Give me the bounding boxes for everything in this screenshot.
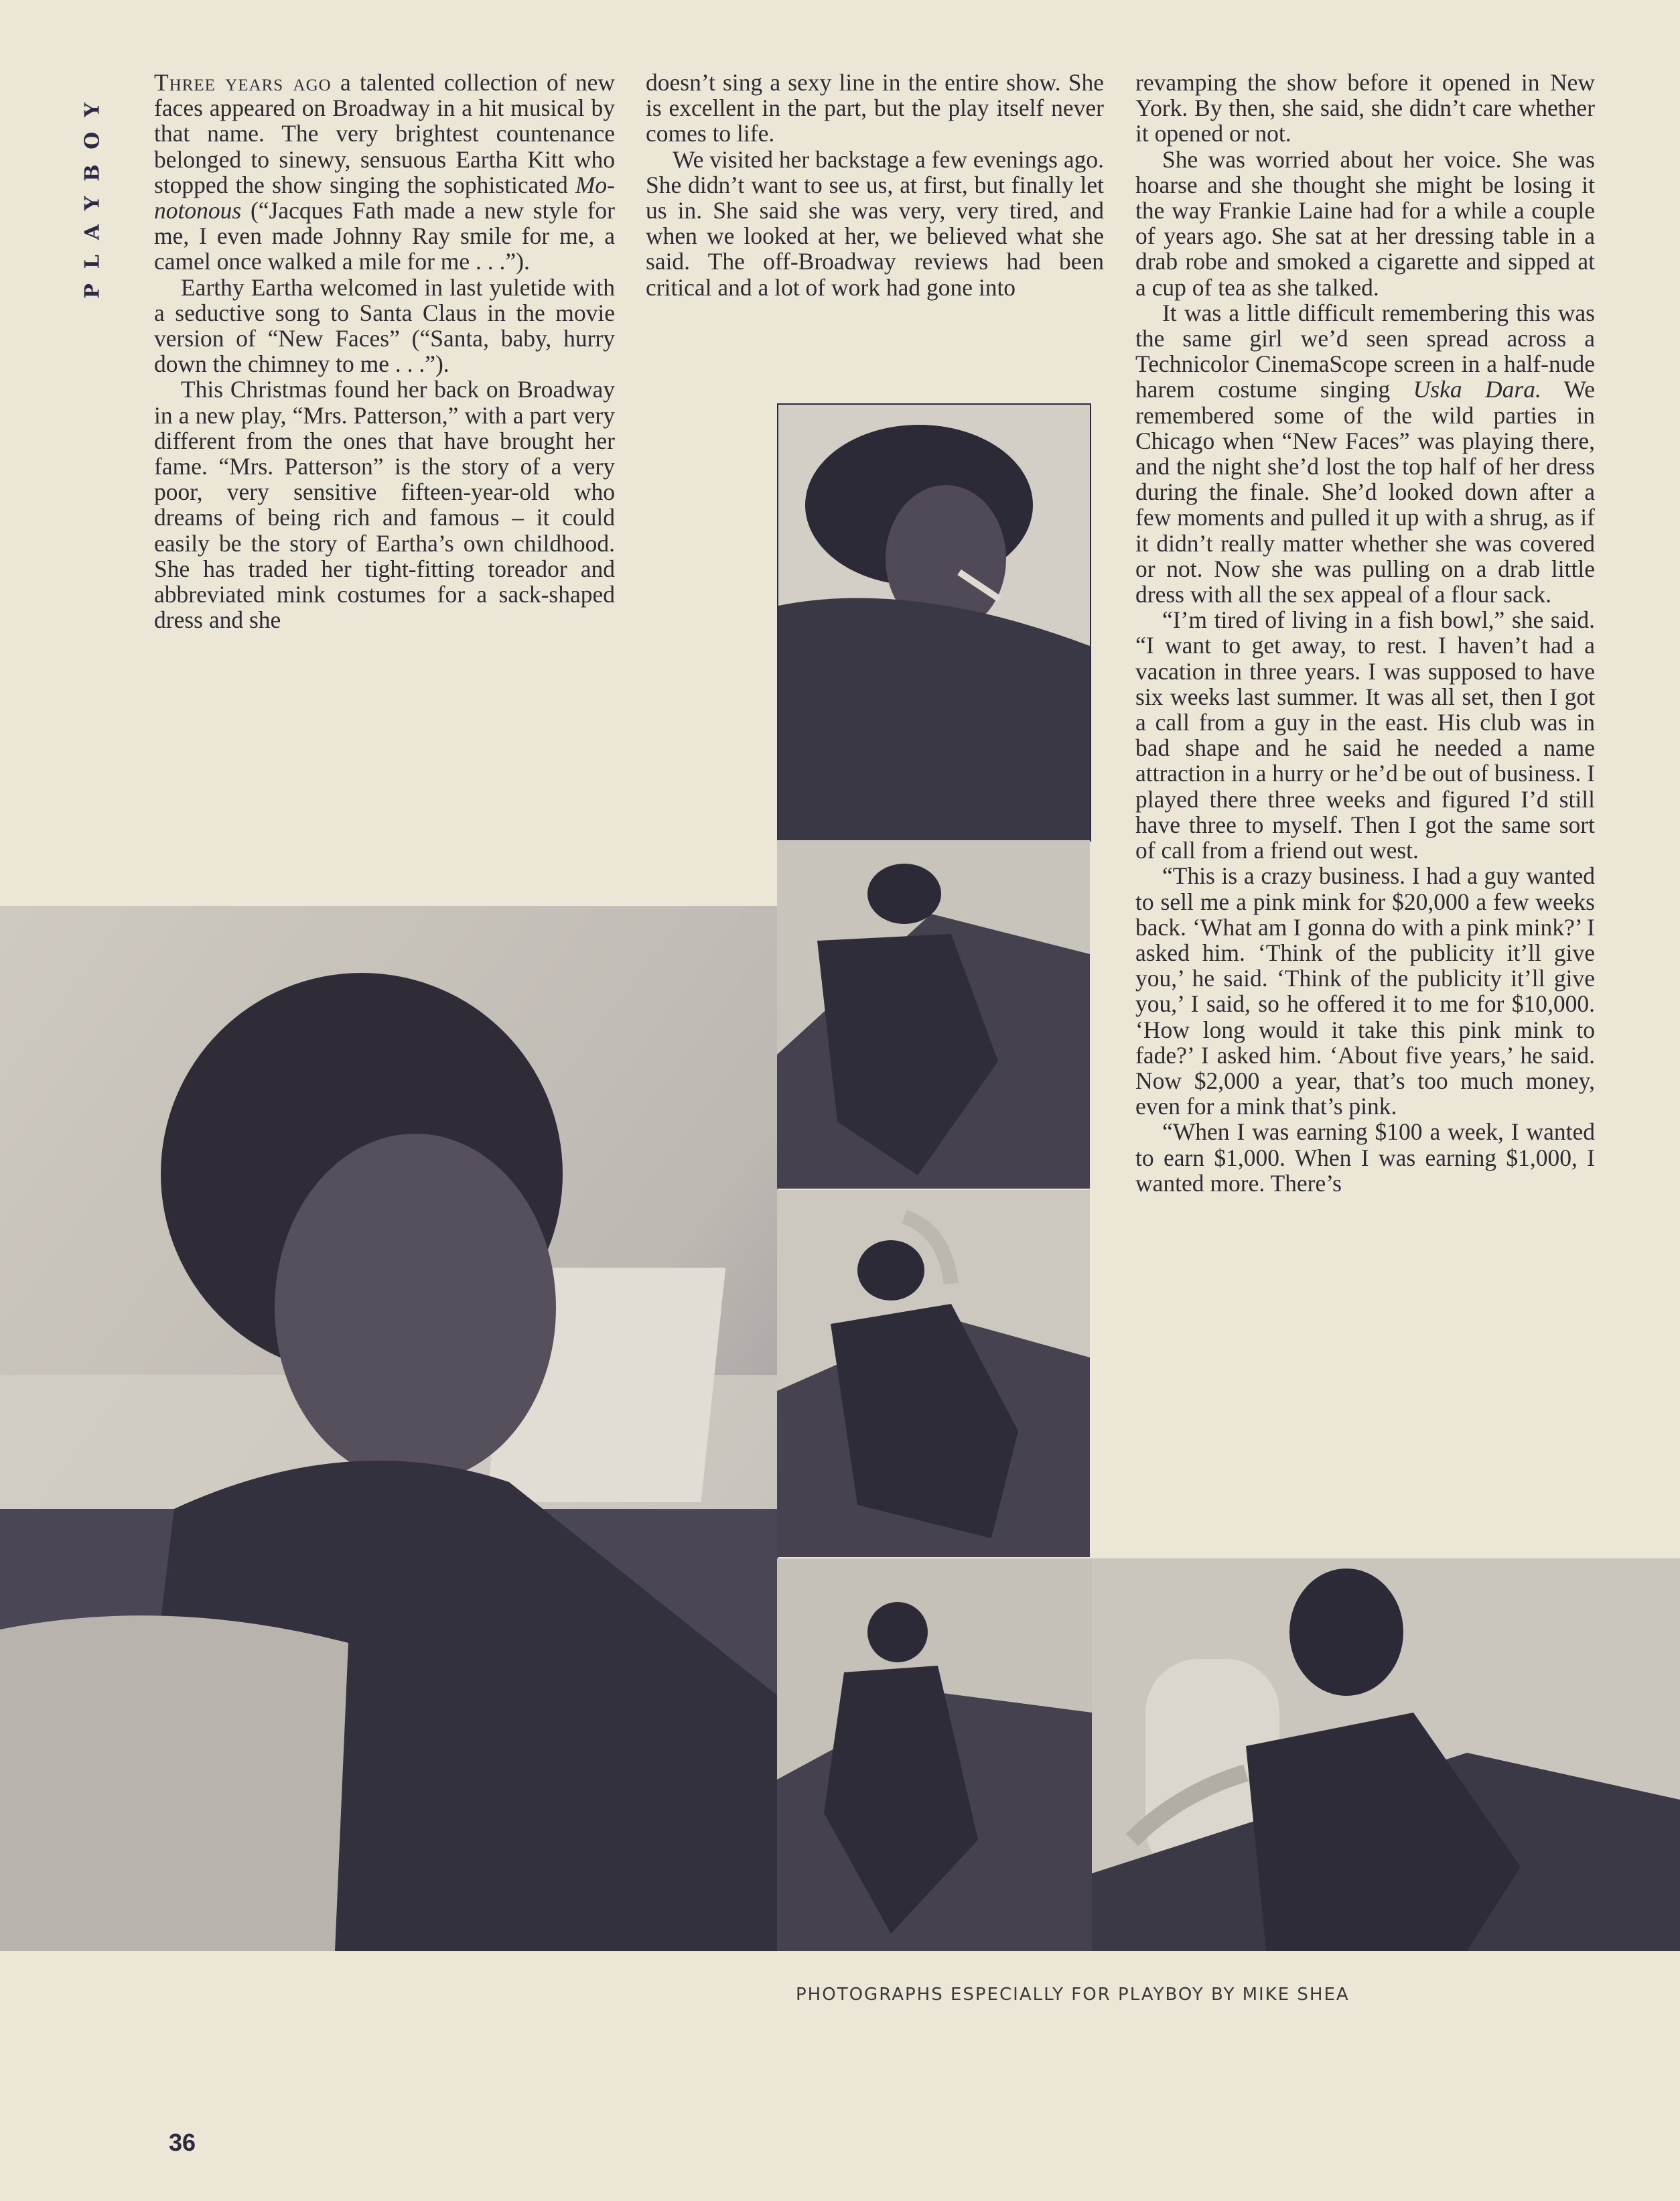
text: We remembered some of the wild parties in Chicago when “New Faces” was playing there, and the night she’d lost the top half of her dress during the finale. She’d looked down after a few moments and pulled it up with a shrug, as if it didn’t really matter whether she was covered or not. Now she was pulling on a drab little dress with all the sex appeal of a flour sack. <box>1135 376 1595 608</box>
text: a talented collection of new faces appeared on Broadway in a hit musical by that name. The very brightest countenance belonged to sinewy, sensuous Eartha Kitt who stopped the show singing the sophisticated <box>154 69 615 198</box>
paragraph <box>154 70 615 275</box>
portrait-image <box>0 906 778 1951</box>
paragraph <box>1135 300 1595 607</box>
article-column-1 <box>154 70 615 632</box>
photo-image <box>1092 1558 1680 1951</box>
lead-in-smallcaps: Three years ago <box>154 69 332 96</box>
article-column-3 <box>1135 70 1595 1196</box>
paragraph: revamping the show before it opened in New York. By then, she said, she didn’t care whether it opened or not. <box>1135 69 1595 147</box>
photo-seated-hand-at-mouth <box>777 840 1090 1189</box>
photo-image <box>777 840 1090 1189</box>
paragraph: “When I was earning $100 a week, I wanted to earn $1,000. When I was earning $1,000, I wanted more. There’s <box>1135 1118 1595 1197</box>
photo-lighting-cigarette <box>777 403 1091 842</box>
photo-image <box>777 1190 1090 1557</box>
paragraph: Earthy Eartha welcomed in last yuletide with a seductive song to Santa Claus in the movie version of “New Faces” (“Santa, baby, hurry down the chimney to me . . .”). <box>154 273 615 378</box>
song-title: Monotonous <box>154 171 615 224</box>
spine-text: PLAYBOY <box>80 87 104 299</box>
paragraph: She was worried about her voice. She was hoarse and she thought she might be losing it the way Frankie Laine had for a while a couple of years ago. She sat at her dressing table in a drab robe and smoked a cigarette and sipped at a cup of tea as she talked. <box>1135 145 1595 301</box>
photo-image <box>778 405 1090 840</box>
photo-seated-legs-crossed <box>777 1558 1092 1951</box>
article-column-2 <box>646 70 1104 300</box>
song-title: Uska Dara. <box>1413 376 1541 403</box>
photo-main-portrait <box>0 906 778 1951</box>
photo-seated-arm-raised <box>777 1190 1090 1557</box>
photo-image <box>777 1558 1092 1951</box>
paragraph: “This is a crazy business. I had a guy wanted to sell me a pink mink for $20,000 a few weeks back. ‘What am I gonna do with a pink mink?’ I asked him. ‘Think of the publicity it’ll give you,’ he said. ‘Think of the publicity it’ll give you,’ I said, so he offered it to me for $10,000. ‘How long would it take this pink mink to fade?’ I asked him. ‘About five years,’ he said. Now $2,000 a year, that’s too much money, even for a mink that’s pink. <box>1135 862 1595 1120</box>
paragraph: “I’m tired of living in a fish bowl,” she said. “I want to get away, to rest. I haven’t had a vacation in three years. I was supposed to have six weeks last summer. It was all set, then I got a call from a guy in the east. His club was in bad shape and he said he needed a name attraction in a hurry or he’d be out of business. I played there three weeks and figured I’d still have three to myself. Then I got the same sort of call from a friend out west. <box>1135 606 1595 864</box>
paragraph: doesn’t sing a sexy line in the entire show. She is excellent in the part, but the play itself never comes to life. <box>646 69 1104 147</box>
paragraph: We visited her backstage a few evenings ago. She didn’t want to see us, at first, but finally let us in. She said she was very, very tired, and when we looked at her, we believed what she said. The off-Broadway reviews had been critical and a lot of work had gone into <box>646 145 1104 301</box>
photo-credit: PHOTOGRAPHS ESPECIALLY FOR PLAYBOY BY MIKE SHEA <box>796 1985 1350 2005</box>
text: (“Jacques Fath made a new style for me, I even made Johnny Ray smile for me, a camel once walked a mile for me . . .”). <box>154 197 615 275</box>
page-number: 36 <box>169 2129 196 2156</box>
magazine-spine-label <box>79 72 106 314</box>
text: It was a little difficult remembering this was the same girl we’d seen spread across a Technicolor CinemaScope screen in a half-nude harem costume singing <box>1135 299 1595 403</box>
paragraph: This Christmas found her back on Broadway in a new play, “Mrs. Patterson,” with a part very different from the ones that have brought her fame. “Mrs. Patterson” is the story of a very poor, very sensitive fifteen-year-old who dreams of being rich and famous – it could easily be the story of Eartha’s own childhood. She has traded her tight-fitting toreador and abbreviated mink costumes for a sack-shaped dress and she <box>154 376 615 634</box>
photo-seated-gesturing <box>1092 1558 1680 1951</box>
